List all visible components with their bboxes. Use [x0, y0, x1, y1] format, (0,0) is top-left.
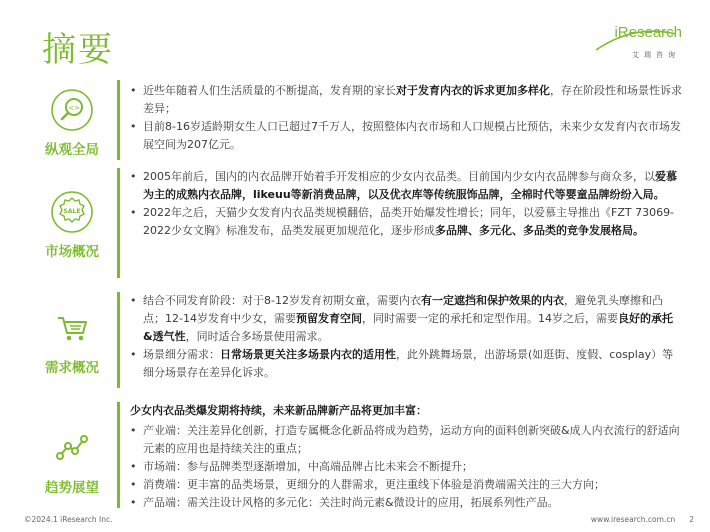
- bullet-item: • 市场端：参与品牌类型逐渐增加，中高端品牌占比未来会不断提升；: [130, 458, 682, 476]
- bullet-item: • 近些年随着人们生活质量的不断提高，发育期的家长对于发育内衣的诉求更加多样化，存在阶段性和场景性诉求差异；: [130, 82, 682, 118]
- section-overview: [0, 80, 710, 160]
- svg-text:SALE: SALE: [63, 208, 81, 215]
- section-label: 纵观全局: [45, 142, 99, 158]
- footer-right: [591, 515, 694, 524]
- footer-copyright: ©2024.1 iResearch Inc.: [24, 515, 113, 524]
- logo-subtitle: 艾瑞咨询: [632, 51, 680, 59]
- sale-tag-icon: [50, 190, 94, 234]
- bullet-item: • 结合不同发育阶段：对于8-12岁发育初期女童，需要内衣有一定遮挡和保护效果的内衣，避免乳头摩擦和凸点；12-14岁发育中少女，需要预留发育空间，同时需要一定的承托和定型作用。14岁之后，需要良好的承托&透气性，同时适合多场景使用需求。: [130, 292, 682, 346]
- section-lead: 少女内衣品类爆发期将持续，未来新品牌新产品将更加丰富：: [130, 404, 427, 417]
- section-divider: [117, 292, 120, 388]
- magnifier-icon: [50, 88, 94, 132]
- bullet-item: • 产品端：需关注设计风格的多元化：关注时尚元素&微设计的应用，拓展系列性产品。: [130, 494, 682, 512]
- section-content: [130, 292, 682, 382]
- section-content: [130, 82, 682, 154]
- bullet-item: • 目前8-16岁适龄期女生人口已超过7千万人，按照整体内衣市场和人口规模占比预估，未来少女发育内衣市场发展空间为207亿元。: [130, 118, 682, 154]
- section-icon-block: [34, 88, 110, 158]
- bullet-item: • 产业端：关注差异化创新，打造专属概念化新品将成为趋势，运动方向的面料创新突破&成人内衣流行的舒适向元素的应用也是持续关注的重点；: [130, 422, 682, 458]
- page-title: 摘要: [42, 30, 114, 70]
- section-content: [130, 402, 682, 512]
- bullet-item: • 场景细分需求：日常场景更关注多场景内衣的适用性，此外跳舞场景，出游场景(如逛街、度假、cosplay）等细分场景存在差异化诉求。: [130, 346, 682, 382]
- section-icon-block: [34, 306, 110, 376]
- section-market: [0, 168, 710, 278]
- bullet-item: • 消费端：更丰富的品类场景，更细分的人群需求，更注重线下体验是消费端需关注的三大方向；: [130, 476, 682, 494]
- page-number: 2: [689, 515, 694, 524]
- section-label: 市场概况: [45, 244, 99, 260]
- section-divider: [117, 402, 120, 508]
- section-label: 需求概况: [45, 360, 99, 376]
- bullet-item: • 2005年前后，国内的内衣品牌开始着手开发相应的少女内衣品类。目前国内少女内衣品牌参与商众多，以爱慕为主的成熟内衣品牌，likeuu等新消费品牌，以及优衣库等传统服饰品牌，全棉时代等婴童品牌纷纷入局。: [130, 168, 682, 204]
- section-content: [130, 168, 682, 240]
- iresearch-logo: [598, 24, 682, 64]
- svg-text:<>: <>: [68, 104, 80, 112]
- bullet-item: • 2022年之后，天猫少女发育内衣品类规模翻倍，品类开始爆发性增长；同年，以爱慕主导推出《FZT 73069-2022少女文胸》标准发布，品类发展更加规范化，逐步形成多品牌、多元化、多品类的竞争发展格局。: [130, 204, 682, 240]
- section-label: 趋势展望: [45, 480, 99, 496]
- shopping-cart-icon: [50, 306, 94, 350]
- section-divider: [117, 168, 120, 278]
- section-divider: [117, 80, 120, 160]
- trend-chart-icon: [50, 426, 94, 470]
- footer-url[interactable]: www.iresearch.com.cn: [590, 515, 676, 524]
- logo-wordmark: iResearch: [614, 24, 682, 41]
- section-icon-block: [34, 190, 110, 260]
- section-demand: [0, 292, 710, 388]
- section-trend: [0, 402, 710, 508]
- section-icon-block: [34, 426, 110, 496]
